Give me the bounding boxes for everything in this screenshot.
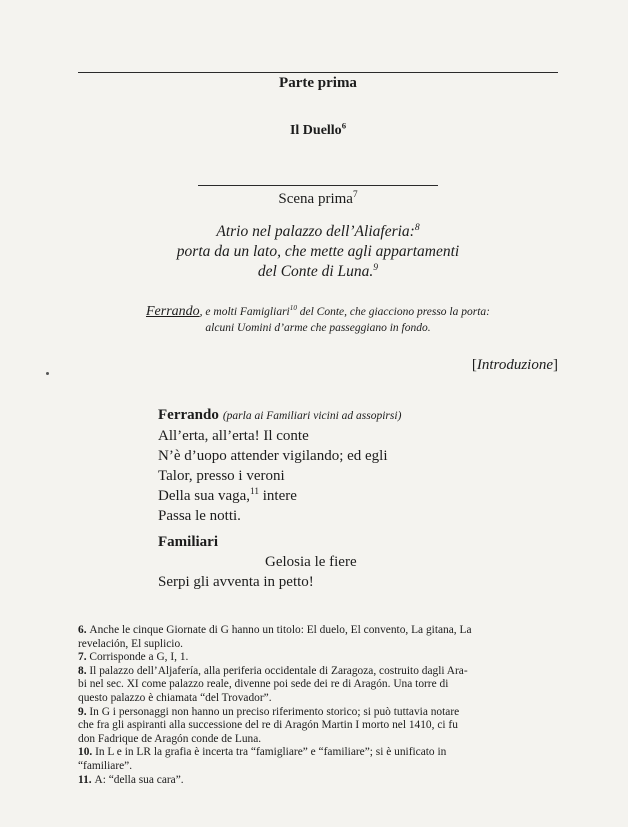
footnote-ref: 9 [373,261,379,273]
speaker-line [158,405,401,426]
footnote-number: 7. [78,651,90,664]
footnote-line [78,665,563,679]
footnote-line [78,719,563,733]
footnote-line [78,774,563,788]
footnote-ref: 6 [341,120,347,131]
footnote [78,706,563,747]
footnotes [78,624,563,787]
setting-line: porta da un lato, che mette agli appartamenti [176,243,460,260]
setting-line: del Conte di Luna.$^9$ [257,261,379,280]
scene-title: Scena prima$^7$ [278,190,358,207]
characters-line: Ferrando, e molti Famigliari$^{10}$ del Conte, che giacciono presso la porta: [145,304,490,319]
footnote-line [78,746,563,760]
footnote [78,624,563,651]
characters-list [78,304,558,336]
footnote-text: bi nel sec. XI come palazzo reale, divenne poi sede dei re di Aragón. Una torre di [78,678,449,691]
footnote-text: In G i personaggi non hanno un preciso riferimento storico; si può tuttavia notare [89,705,460,718]
dialogue-block [158,405,401,592]
speaker-name: Familiari [158,534,218,550]
footnote-number: 11. [78,773,95,786]
footnote-ref: 10 [289,304,297,313]
footnote-ref: 7 [352,190,358,200]
scan-speck [46,372,49,375]
verse-line: Talor, presso i veroni [158,468,285,484]
part-title: Parte prima [279,75,357,91]
stage-direction: (parla ai Familiari vicini ad assopirsi) [222,410,402,422]
footnote-text: Corrisponde a G, I, 1. [89,651,189,664]
footnote-text: “familiare”. [78,759,133,772]
scene-setting [78,222,558,282]
verse-line: Passa le notti. [158,508,241,524]
footnote-text: Anche le cinque Giornate di G hanno un titolo: El duelo, El convento, La gitana, La [89,624,472,636]
verse-line: Della sua vaga,$^{11}$ intere [158,487,297,504]
footnote-number: 6. [78,624,90,636]
footnote [78,746,563,773]
footnote-number: 10. [78,746,96,759]
verse-line: All’erta, all’erta! Il conte [158,428,309,444]
verse-line: Serpi gli avventa in petto! [158,574,314,590]
footnote-text: questo palazzo è chiamata “del Trovador”. [78,691,272,704]
footnote-number: 9. [78,705,90,718]
footnote-ref: 8 [414,221,420,233]
setting-line: Atrio nel palazzo dell’Aliaferia:$^8$ [216,221,420,240]
section-marker: [Introduzione] [471,357,558,373]
verse-line: N’è d’uopo attender vigilando; ed egli [158,448,388,464]
footnote-text: che fra gli aspiranti alla successione del re di Aragón Martin I morto nel 1410, ci fu [78,719,458,732]
verse-line: Gelosia le fiere [265,554,357,570]
footnote-text: A: “della sua cara”. [94,773,184,786]
footnote [78,774,563,788]
footnote-line [78,678,563,692]
footnote-text: In L e in LR la grafia è incerta tra “famigliare” e “familiare”; si è unificato in [95,746,447,759]
footnote-number: 8. [78,664,90,677]
footnote-text: don Fadrique de Aragón conde de Luna. [78,732,262,745]
footnote-line [78,760,563,774]
footnote [78,651,563,665]
speaker-name: Ferrando [158,407,219,423]
footnote-line [78,624,563,638]
footnote-line [78,638,563,652]
footnote-ref: 11 [250,487,259,497]
act-title: Il Duello$^6$ [289,120,347,138]
scene-rule [198,185,438,186]
top-rule [78,72,558,73]
footnote-line [78,706,563,720]
characters-line: alcuni Uomini d’arme che passeggiano in fondo. [205,322,431,334]
character-name: Ferrando [145,304,200,319]
footnote [78,665,563,706]
footnote-line [78,651,563,665]
footnote-text: revelación, El suplicio. [78,637,184,650]
footnote-line [78,692,563,706]
footnote-text: Il palazzo dell’Aljafería, alla periferia occidentale di Zaragoza, costruito dagli Ara- [89,664,468,677]
footnote-line [78,733,563,747]
